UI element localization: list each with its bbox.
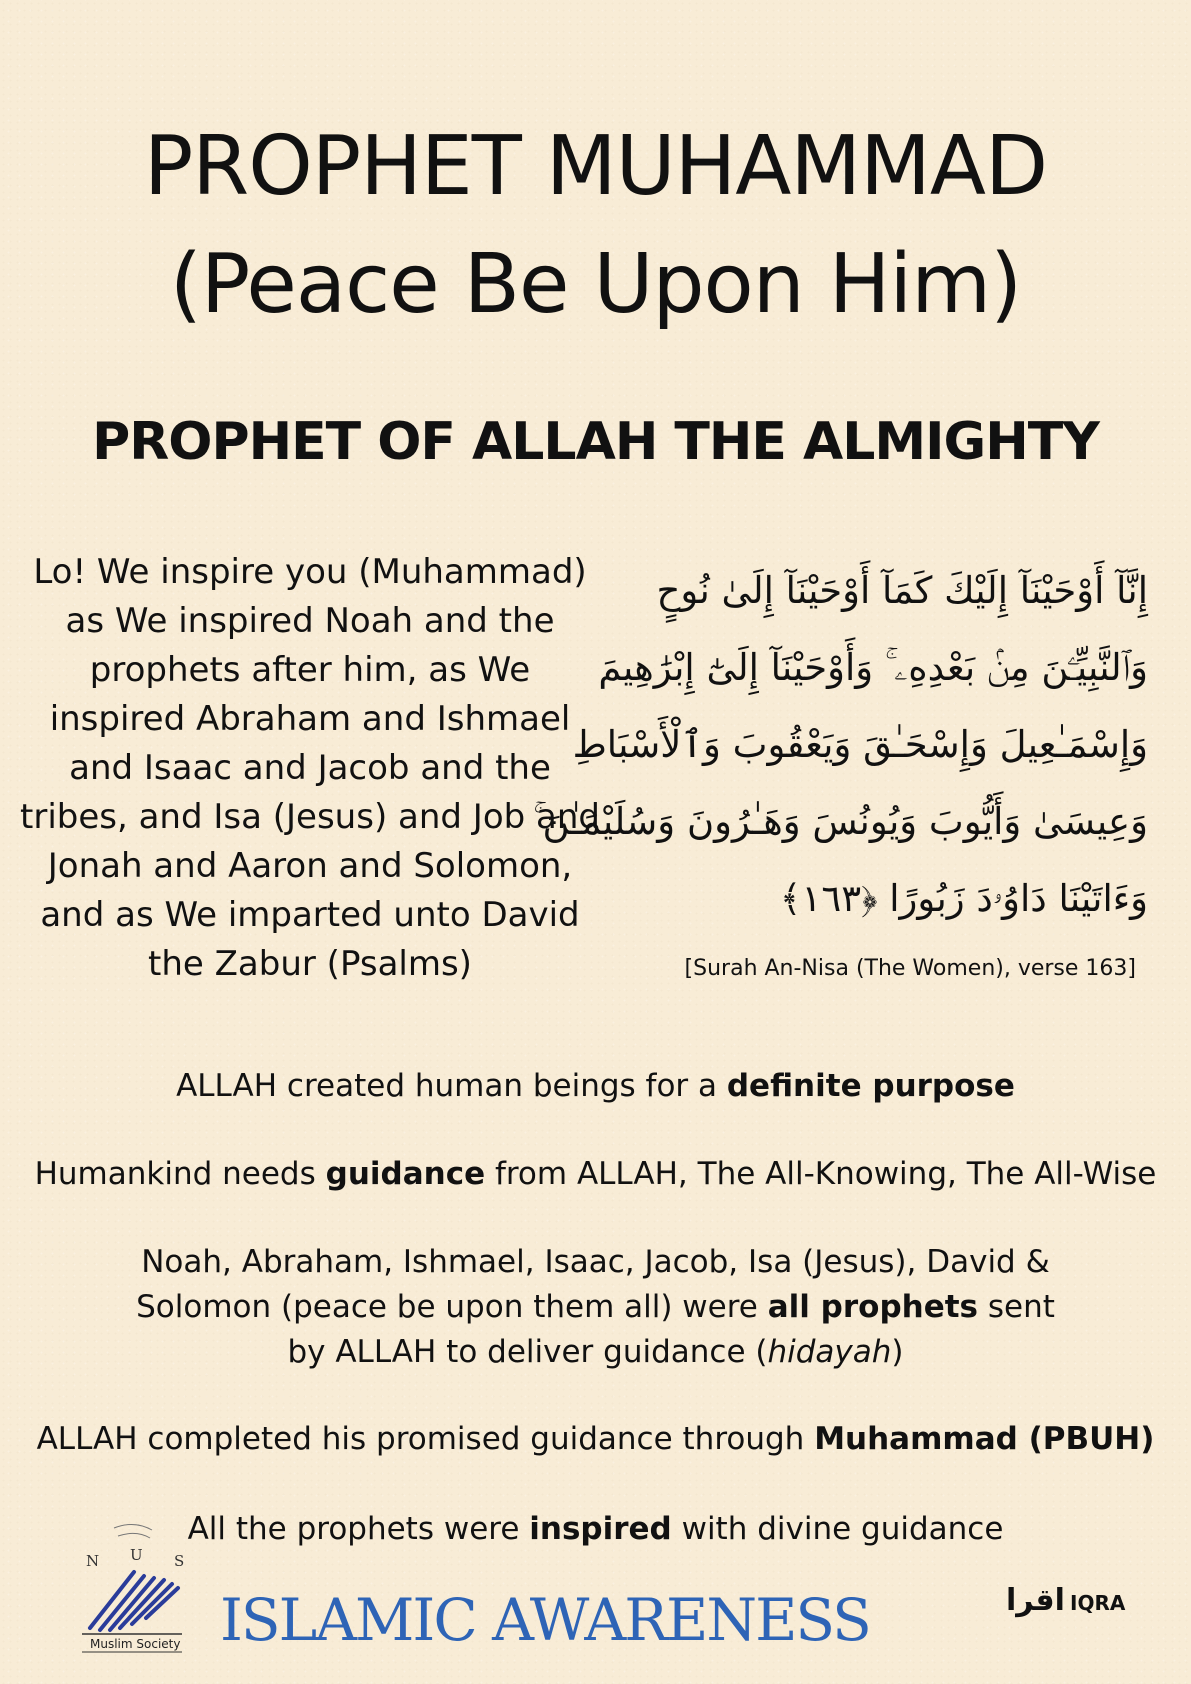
verse-citation: [Surah An-Nisa (The Women), verse 163] xyxy=(684,956,1136,981)
verse-english-translation: Lo! We inspire you (Muhammad) as We inspired Noah and the prophets after him, as We inspired Abraham and Ishmael and Isaac and Jacob and the tribes, and Isa (Jesus) and Job and Jonah and Aaron and Solomon, and as We imparted unto David the Zabur (Psalms) xyxy=(20,552,600,984)
paragraph-purpose: ALLAH created human beings for a definite purpose xyxy=(176,1068,1015,1104)
nus-logo-icon xyxy=(74,1520,204,1660)
iqra-logo xyxy=(1004,1576,1128,1620)
iqra-latin-text: IQRA xyxy=(1070,1591,1126,1615)
iqra-logo-icon xyxy=(1004,1576,1128,1620)
islamic-awareness-brand: ISLAMIC AWARENESS xyxy=(220,1586,870,1654)
verse-arabic xyxy=(533,552,1148,937)
nus-letter-u: U xyxy=(130,1546,143,1564)
nus-letter-s: S xyxy=(174,1552,185,1570)
arabic-line: وَإِسْمَـٰعِيلَ وَإِسْحَـٰقَ وَيَعْقُوبَ وَٱلْأَسْبَاطِ xyxy=(572,723,1148,766)
paragraph-guidance: Humankind needs guidance from ALLAH, The All-Knowing, The All-Wise xyxy=(34,1156,1157,1192)
nus-letter-n: N xyxy=(86,1552,100,1570)
arabic-line: إِنَّآ أَوْحَيْنَآ إِلَيْكَ كَمَآ أَوْحَيْنَآ إِلَىٰ نُوحٍ xyxy=(656,569,1148,612)
nus-name-text: Muslim Society xyxy=(90,1637,181,1651)
title-line-2: (Peace Be Upon Him) xyxy=(169,237,1022,332)
iqra-arabic-text: اقرا xyxy=(1006,1583,1065,1618)
paragraph-completed: ALLAH completed his promised guidance through Muhammad (PBUH) xyxy=(36,1421,1155,1457)
page-subtitle: PROPHET OF ALLAH THE ALMIGHTY xyxy=(92,412,1099,472)
paragraph-inspired: All the prophets were inspired with divine guidance xyxy=(187,1511,1004,1547)
arabic-line: وَٱلنَّبِيِّـۧنَ مِنۢ بَعْدِهِۦ ۚ وَأَوْحَيْنَآ إِلَىٰٓ إِبْرَٰهِيمَ xyxy=(598,646,1148,689)
page-title xyxy=(0,108,1191,344)
paragraph-prophets: Noah, Abraham, Ishmael, Isaac, Jacob, Isa (Jesus), David & Solomon (peace be upon them all) were all prophets sent by ALLAH to deliver guidance (hidayah) xyxy=(136,1244,1055,1370)
arabic-line: وَءَاتَيْنَا دَاوُۥدَ زَبُورًا ﴿١٦٣﴾ xyxy=(779,877,1148,920)
nus-muslim-society-logo xyxy=(74,1520,204,1660)
arabic-line: وَعِيسَىٰ وَأَيُّوبَ وَيُونُسَ وَهَـٰرُونَ وَسُلَيْمَـٰنَ ۚ xyxy=(533,800,1148,843)
title-line-1: PROPHET MUHAMMAD xyxy=(143,119,1048,214)
